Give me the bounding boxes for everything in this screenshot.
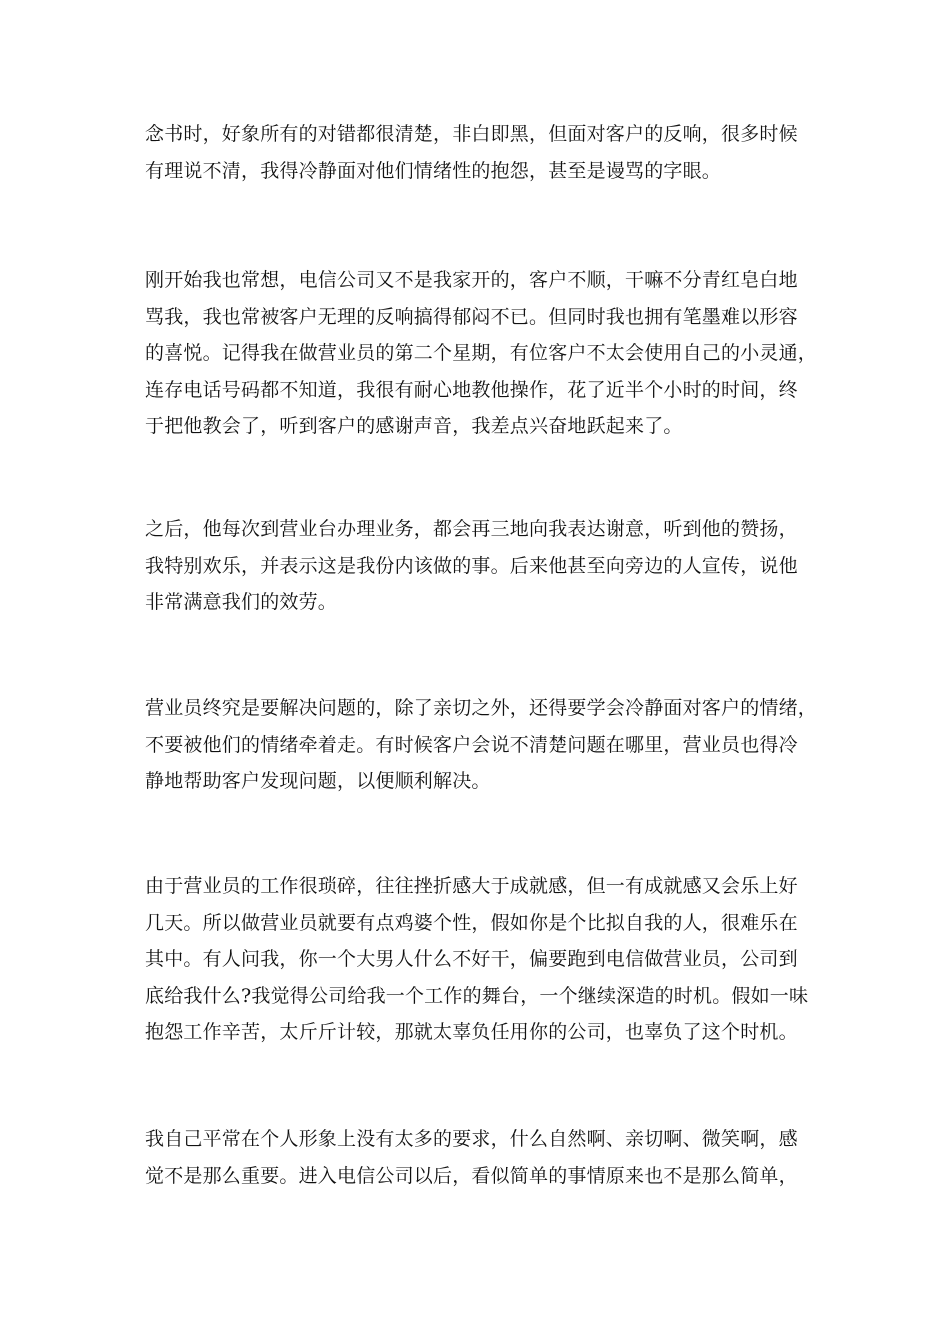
paragraph-5: [145, 868, 835, 1051]
paragraph-line: 其中。有人问我，你一个大男人什么不好干，偏要跑到电信做营业员，公司到: [145, 948, 798, 971]
paragraph-line: 几天。所以做营业员就要有点鸡婆个性，假如你是个比拟自我的人，很难乐在: [145, 911, 798, 934]
paragraph-line: 觉不是那么重要。进入电信公司以后，看似简单的事情原来也不是那么简单，: [145, 1164, 798, 1187]
paragraph-line: 不要被他们的情绪牵着走。有时候客户会说不清楚问题在哪里，营业员也得冷: [145, 733, 798, 756]
paragraph-line: 有理说不清，我得冷静面对他们情绪性的抱怨，甚至是谩骂的字眼。: [145, 159, 722, 182]
paragraph-line: 骂我，我也常被客户无理的反响搞得郁闷不已。但同时我也拥有笔墨难以形容: [145, 305, 798, 328]
paragraph-4: [145, 690, 835, 800]
paragraph-line: 念书时，好象所有的对错都很清楚，非白即黑，但面对客户的反响，很多时候: [145, 123, 798, 145]
paragraph-3: [145, 511, 835, 621]
paragraph-line: 之后，他每次到营业台办理业务，都会再三地向我表达谢意，听到他的赞扬，: [145, 518, 798, 540]
paragraph-line: 刚开始我也常想，电信公司又不是我家开的，客户不顺，干嘛不分青红皂白地: [145, 269, 798, 291]
paragraph-line: 连存电话号码都不知道，我很有耐心地教他操作，花了近半个小时的时间，终: [145, 378, 798, 401]
paragraph-line: 的喜悦。记得我在做营业员的第二个星期，有位客户不太会使用自己的小灵通，: [145, 342, 818, 365]
paragraph-line: 由于营业员的工作很琐碎，往往挫折感大于成就感，但一有成就感又会乐上好: [145, 875, 798, 897]
paragraph-line: 非常满意我们的效劳。: [145, 591, 338, 614]
paragraph-line: 我特别欢乐，并表示这是我份内该做的事。后来他甚至向旁边的人宣传，说他: [145, 554, 798, 577]
paragraph-line: 于把他教会了，听到客户的感谢声音，我差点兴奋地跃起来了。: [145, 415, 683, 438]
paragraph-line: 抱怨工作辛苦，太斤斤计较，那就太辜负任用你的公司，也辜负了这个时机。: [145, 1021, 798, 1044]
paragraph-line: 静地帮助客户发现问题，以便顺利解决。: [145, 770, 491, 793]
paragraph-1: [145, 116, 835, 189]
paragraph-line: 营业员终究是要解决问题的，除了亲切之外，还得要学会冷静面对客户的情绪，: [145, 697, 818, 719]
paragraph-line: 底给我什么?我觉得公司给我一个工作的舞台，一个继续深造的时机。假如一味: [145, 984, 809, 1007]
paragraph-line: 我自己平常在个人形象上没有太多的要求，什么自然啊、亲切啊、微笑啊，感: [145, 1128, 798, 1150]
paragraph-2: [145, 262, 835, 445]
paragraph-6: [145, 1121, 835, 1194]
